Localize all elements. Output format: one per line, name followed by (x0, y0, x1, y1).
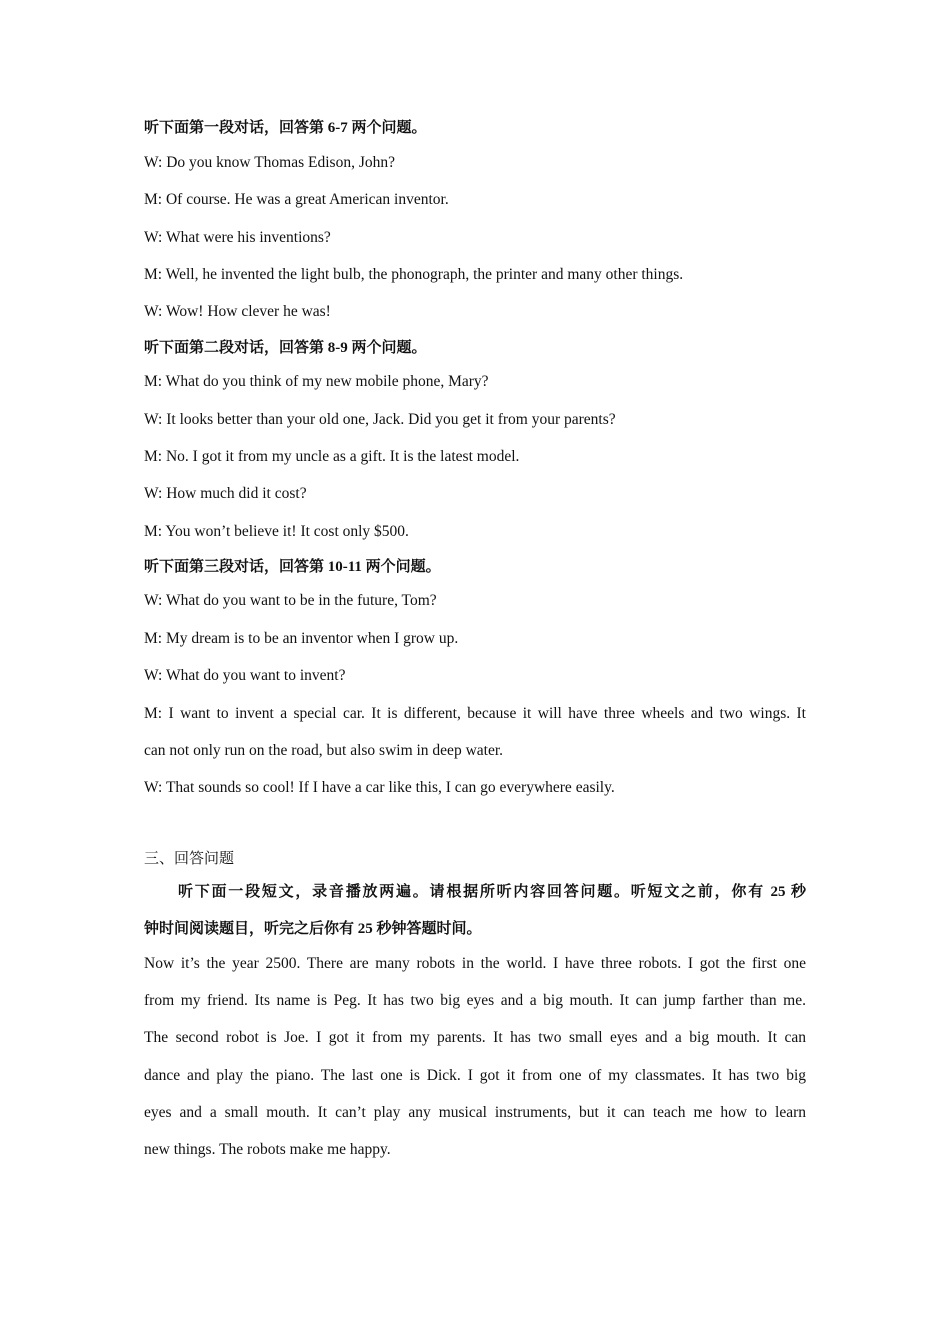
dialogue-line: W: Do you know Thomas Edison, John? (144, 154, 395, 171)
part3-title: 三、回答问题 (144, 851, 235, 867)
dialogue-line: M: No. I got it from my uncle as a gift. It is the latest model. (144, 448, 520, 465)
passage-line: new things. The robots make me happy. (144, 1141, 391, 1158)
passage-line: from my friend. Its name is Peg. It has two big eyes and a big mouth. It can jump farther than me. (144, 992, 806, 1009)
section1-heading: 听下面第一段对话，回答第 6-7 两个问题。 (144, 120, 427, 136)
dialogue-line: W: What do you want to invent? (144, 667, 346, 684)
part3-instruction: 听下面一段短文，录音播放两遍。请根据所听内容回答问题。听短文之前，你有 25 秒 (178, 884, 806, 900)
passage-line: eyes and a small mouth. It can’t play any musical instruments, but it can teach me how to learn (144, 1104, 806, 1121)
dialogue-line: W: How much did it cost? (144, 485, 307, 502)
part3-instruction: 钟时间阅读题目，听完之后你有 25 秒钟答题时间。 (144, 921, 482, 937)
passage-line: dance and play the piano. The last one is Dick. I got it from one of my classmates. It has two big (144, 1067, 806, 1084)
dialogue-line: M: What do you think of my new mobile phone, Mary? (144, 373, 489, 390)
dialogue-line: M: You won’t believe it! It cost only $500. (144, 523, 409, 540)
section2-heading: 听下面第二段对话，回答第 8-9 两个问题。 (144, 340, 427, 356)
passage-line: Now it’s the year 2500. There are many robots in the world. I have three robots. I got the first one (144, 955, 806, 972)
section3-heading: 听下面第三段对话，回答第 10-11 两个问题。 (144, 559, 441, 575)
dialogue-line: W: That sounds so cool! If I have a car like this, I can go everywhere easily. (144, 779, 615, 796)
passage-line: The second robot is Joe. I got it from my parents. It has two small eyes and a big mouth. It can (144, 1029, 806, 1046)
dialogue-line: W: What were his inventions? (144, 229, 331, 246)
dialogue-line: M: My dream is to be an inventor when I grow up. (144, 630, 459, 647)
dialogue-line: W: What do you want to be in the future, Tom? (144, 592, 437, 609)
dialogue-line: M: Well, he invented the light bulb, the phonograph, the printer and many other things. (144, 266, 684, 283)
dialogue-line: M: I want to invent a special car. It is different, because it will have three wheels and two wings. It (144, 705, 806, 722)
dialogue-line: W: Wow! How clever he was! (144, 303, 331, 320)
dialogue-line: W: It looks better than your old one, Jack. Did you get it from your parents? (144, 411, 616, 428)
dialogue-line: can not only run on the road, but also swim in deep water. (144, 742, 504, 759)
dialogue-line: M: Of course. He was a great American inventor. (144, 191, 449, 208)
